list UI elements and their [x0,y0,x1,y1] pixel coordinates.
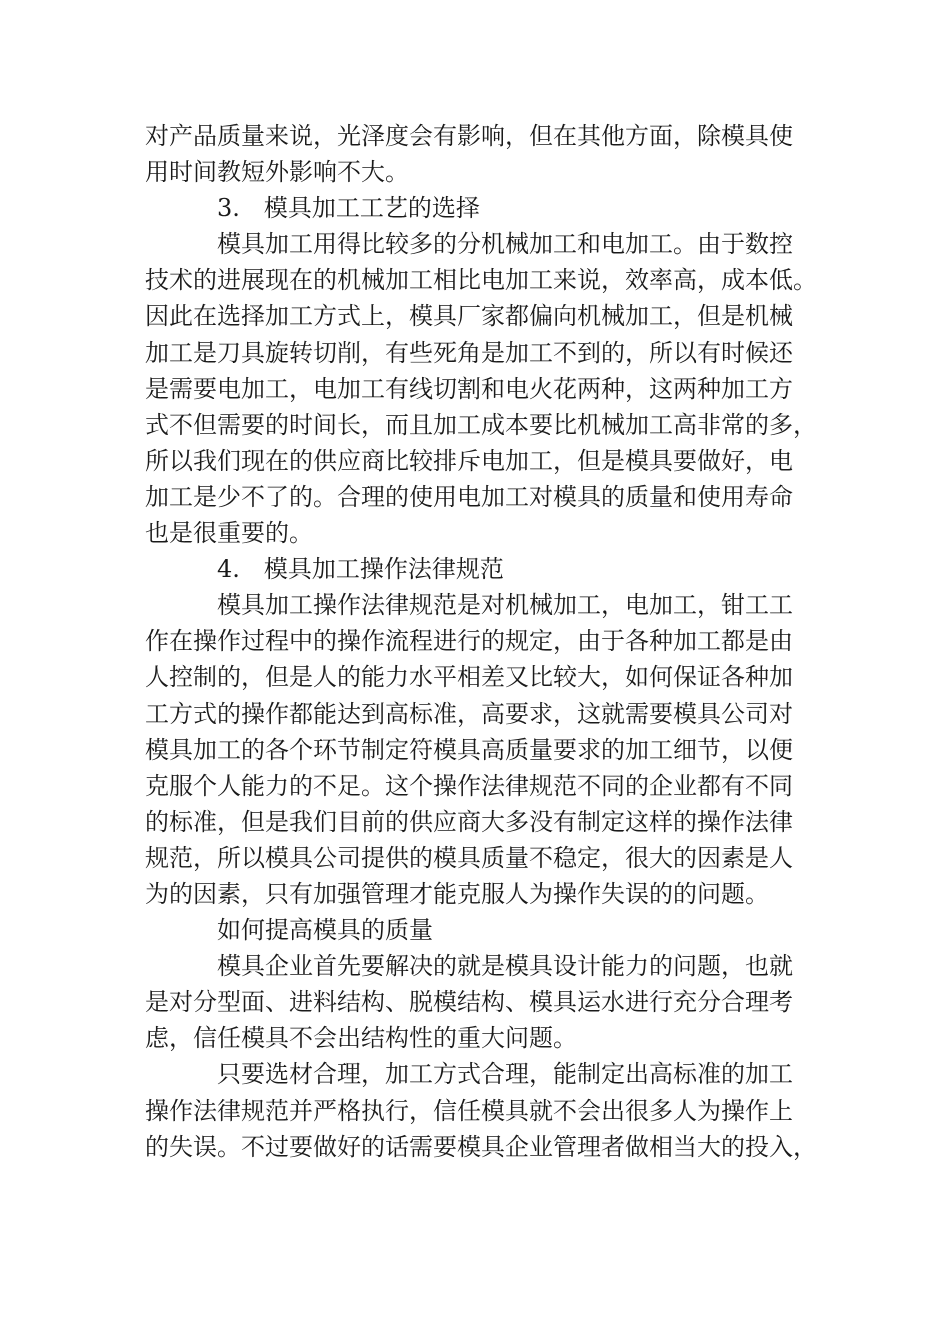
text-line: 也是很重要的。 [145,519,313,548]
text-line: 是对分型面、进料结构、脱模结构、模具运水进行充分合理考 [145,988,793,1017]
text-line: 加工是刀具旋转切削，有些死角是加工不到的，所以有时候还 [145,338,793,367]
text-line: 加工是少不了的。合理的使用电加工对模具的质量和使用寿命 [145,482,793,511]
text-line: 对产品质量来说，光泽度会有影响，但在其他方面，除模具使 [145,122,793,150]
text-line: 作在操作过程中的操作流程进行的规定，由于各种加工都是由 [145,627,793,656]
text-line: 4. 模具加工操作法律规范 [217,555,504,584]
text-line: 用时间教短外影响不大。 [145,158,409,187]
text-line: 工方式的操作都能达到高标准，高要求，这就需要模具公司对 [145,699,793,728]
text-line: 式不但需要的时间长，而且加工成本要比机械加工高非常的多， [145,410,817,439]
document-body [145,118,817,1165]
text-line: 规范，所以模具公司提供的模具质量不稳定，很大的因素是人 [145,843,793,872]
text-line: 虑，信任模具不会出结构性的重大问题。 [145,1024,577,1053]
text-line: 3. 模具加工工艺的选择 [217,194,480,223]
text-line: 所以我们现在的供应商比较排斥电加工，但是模具要做好，电 [145,446,793,475]
text-line: 为的因素，只有加强管理才能克服人为操作失误的的问题。 [145,879,769,908]
text-line: 模具加工操作法律规范是对机械加工，电加工，钳工工 [217,591,793,620]
text-line: 如何提高模具的质量 [217,916,433,945]
text-line: 的标准，但是我们目前的供应商大多没有制定这样的操作法律 [145,807,793,836]
text-line: 克服个人能力的不足。这个操作法律规范不同的企业都有不同 [145,771,793,800]
text-line: 模具加工的各个环节制定符模具高质量要求的加工细节，以便 [145,735,793,764]
text-line: 只要选材合理，加工方式合理，能制定出高标准的加工 [217,1060,793,1089]
text-line: 模具加工用得比较多的分机械加工和电加工。由于数控 [217,230,793,259]
text-line: 的失误。不过要做好的话需要模具企业管理者做相当大的投入， [145,1132,817,1161]
text-line: 是需要电加工，电加工有线切割和电火花两种，这两种加工方 [145,374,793,403]
text-line: 人控制的，但是人的能力水平相差又比较大，如何保证各种加 [145,663,793,692]
text-line: 模具企业首先要解决的就是模具设计能力的问题，也就 [217,952,793,981]
text-line: 技术的进展现在的机械加工相比电加工来说，效率高，成本低。 [145,266,817,295]
text-line: 因此在选择加工方式上，模具厂家都偏向机械加工，但是机械 [145,302,793,331]
text-line: 操作法律规范并严格执行，信任模具就不会出很多人为操作上 [145,1096,793,1125]
